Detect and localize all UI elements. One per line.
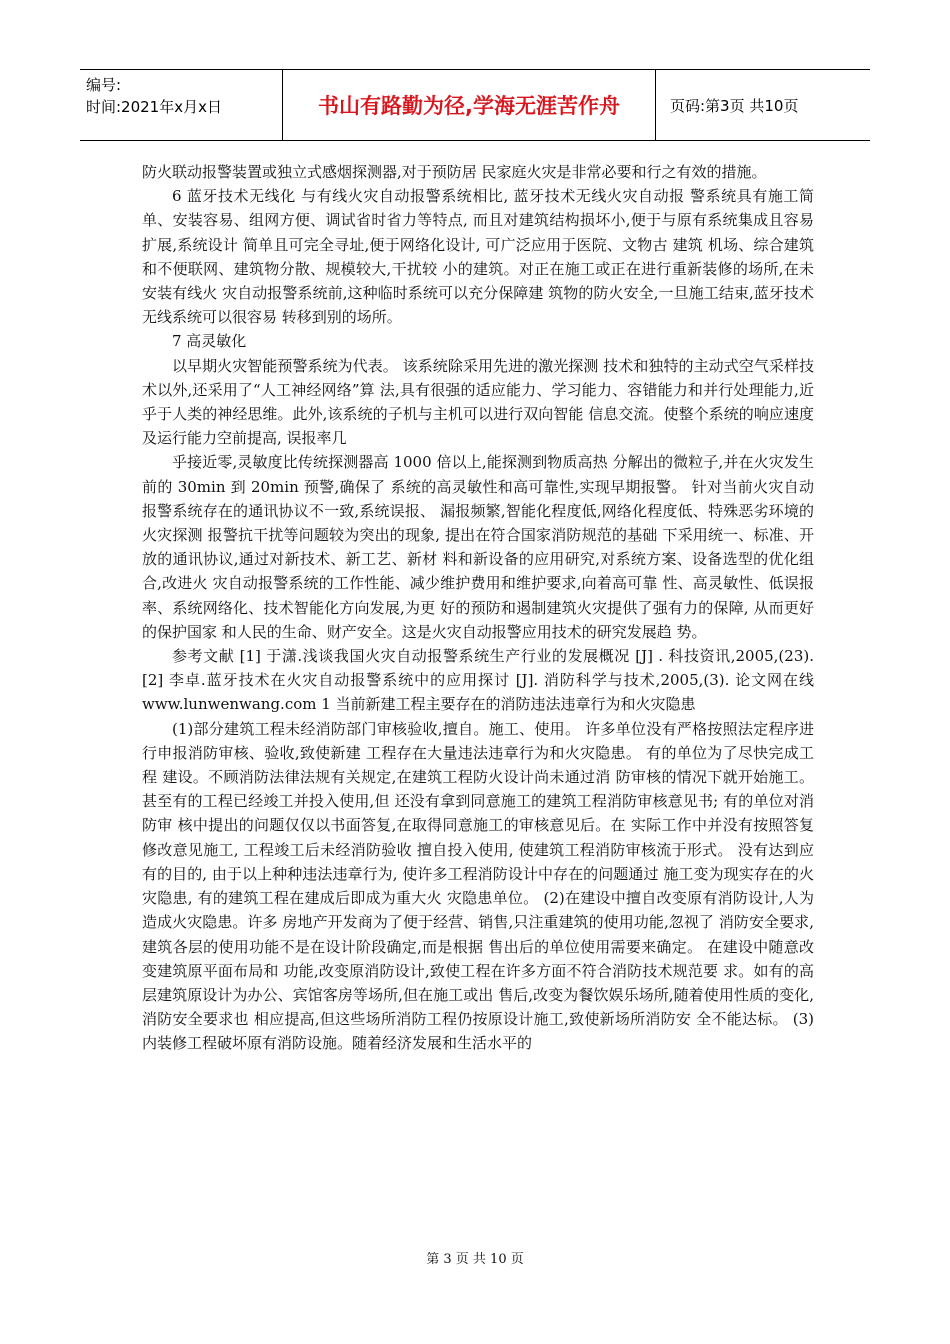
paragraph: 6 蓝牙技术无线化 与有线火灾自动报警系统相比, 蓝牙技术无线火灾自动报 警系统具有施工简单、安装容易、组网方便、调试省时省力等特点, 而且对建筑结构损坏小,便于与原有系统集成且容易扩展,系统设计 简单且可完全寻址,便于网络化设计, 可广泛应用于医院、文物古 建筑 机场、综合建筑和不便联网、建筑物分散、规模较大,干扰较 小的建筑。对正在施工或正在进行重新装修的场所,在未安装有线火 灾自动报警系统前,这种临时系统可以充分保障建 筑物的防火安全,一旦施工结束,蓝牙技术无线系统可以很容易 转移到别的场所。 (142, 187, 814, 327)
references-paragraph: 参考文献 [1] 于潇.浅谈我国火灾自动报警系统生产行业的发展概况 [J] . 科技资讯,2005,(23). [2] 李卓.蓝牙技术在火灾自动报警系统中的应用探讨 [J]. 消防科学与技术,2005,(3). 论文网在线 www.lunwenwang.com 1 当前新建工程主要存在的消防违法违章行为和火灾隐患 (142, 647, 814, 714)
header-motto: 书山有路勤为径,学海无涯苦作舟 (283, 70, 656, 140)
page-footer: 第 3 页 共 10 页 (426, 1252, 524, 1267)
paragraph: (1)部分建筑工程未经消防部门审核验收,擅自。施工、使用。 许多单位没有严格按照法定程序进行申报消防审核、验收,致使新建 工程存在大量违法违章行为和火灾隐患。 有的单位为了尽快完成工程 建设。不顾消防法律法规有关规定,在建筑工程防火设计尚未通过消 防审核的情况下就开始施工。甚至有的工程已经竣工并投入使用,但 还没有拿到同意施工的建筑工程消防审核意见书; 有的单位对消防审 核中提出的问题仅仅以书面答复,在取得同意施工的审核意见后。在 实际工作中并没有按照答复修改意见施工, 工程竣工后未经消防验收 擅自投入使用, 使建筑工程消防审核流于形式。 没有达到应有的目的, 由于以上种种违法违章行为, 使许多工程消防设计中存在的问题通过 施工变为现实存在的火灾隐患, 有的建筑工程在建成后即成为重大火 灾隐患单位。 (2)在建设中擅自改变原有消防设计,人为造成火灾隐患。许多 房地产开发商为了便于经营、销售,只注重建筑的使用功能,忽视了 消防安全要求,建筑各层的使用功能不是在设计阶段确定,而是根据 售出后的单位使用需要来确定。 在建设中随意改变建筑原平面布局和 功能,改变原消防设计,致使工程在许多方面不符合消防技术规范要 求。如有的高层建筑原设计为办公、宾馆客房等场所,但在施工或出 售后,改变为餐饮娱乐场所,随着使用性质的变化,消防安全要求也 相应提高,但这些场所消防工程仍按原设计施工,致使新场所消防安 全不能达标。 (3)内装修工程破坏原有消防设施。随着经济发展和生活水平的 (142, 719, 814, 1053)
paragraph: 以早期火灾智能预警系统为代表。 该系统除采用先进的激光探测 技术和独特的主动式空气采样技术以外,还采用了“人工神经网络”算 法,具有很强的适应能力、学习能力、容错能力和并行处理能力,近 乎于人类的神经思维。此外,该系统的子机与主机可以进行双向智能 信息交流。使整个系统的响应速度及运行能力空前提高, 误报率几 (142, 356, 814, 448)
document-number-label: 编号: (86, 76, 122, 94)
paragraph: 乎接近零,灵敏度比传统探测器高 1000 倍以上,能探测到物质高热 分解出的微粒子,并在火灾发生前的 30min 到 20min 预警,确保了 系统的高灵敏性和高可靠性,实现早期报警。 针对当前火灾自动报警系统存在的通讯协议不一致,系统误报、 漏报频繁,智能化程度低,网络化程度低、特殊恶劣环境的火灾探测 报警抗干扰等问题较为突出的现象, 提出在符合国家消防规范的基础 下采用统一、标准、开放的通讯协议,通过对新技术、新工艺、新材 料和新设备的应用研究,对系统方案、设备选型的优化组合,改进火 灾自动报警系统的工作性能、减少维护费用和维护要求,向着高可靠 性、高灵敏性、低误报率、系统网络化、技术智能化方向发展,为更 好的预防和遏制建筑火灾提供了强有力的保障, 从而更好的保护国家 和人民的生命、财产安全。这是火灾自动报警应用技术的研究发展趋 势。 (142, 453, 814, 641)
header-meta (80, 70, 283, 140)
page-header (80, 69, 870, 141)
document-body (142, 160, 814, 1056)
header-page-info: 页码:第3页 共10页 (670, 96, 799, 115)
section-heading: 7 高灵敏化 (172, 332, 247, 351)
document-time-label: 时间:2021年x月x日 (86, 98, 222, 116)
paragraph: 防火联动报警装置或独立式感烟探测器,对于预防居 民家庭火灾是非常必要和行之有效的措施。 (142, 163, 767, 181)
